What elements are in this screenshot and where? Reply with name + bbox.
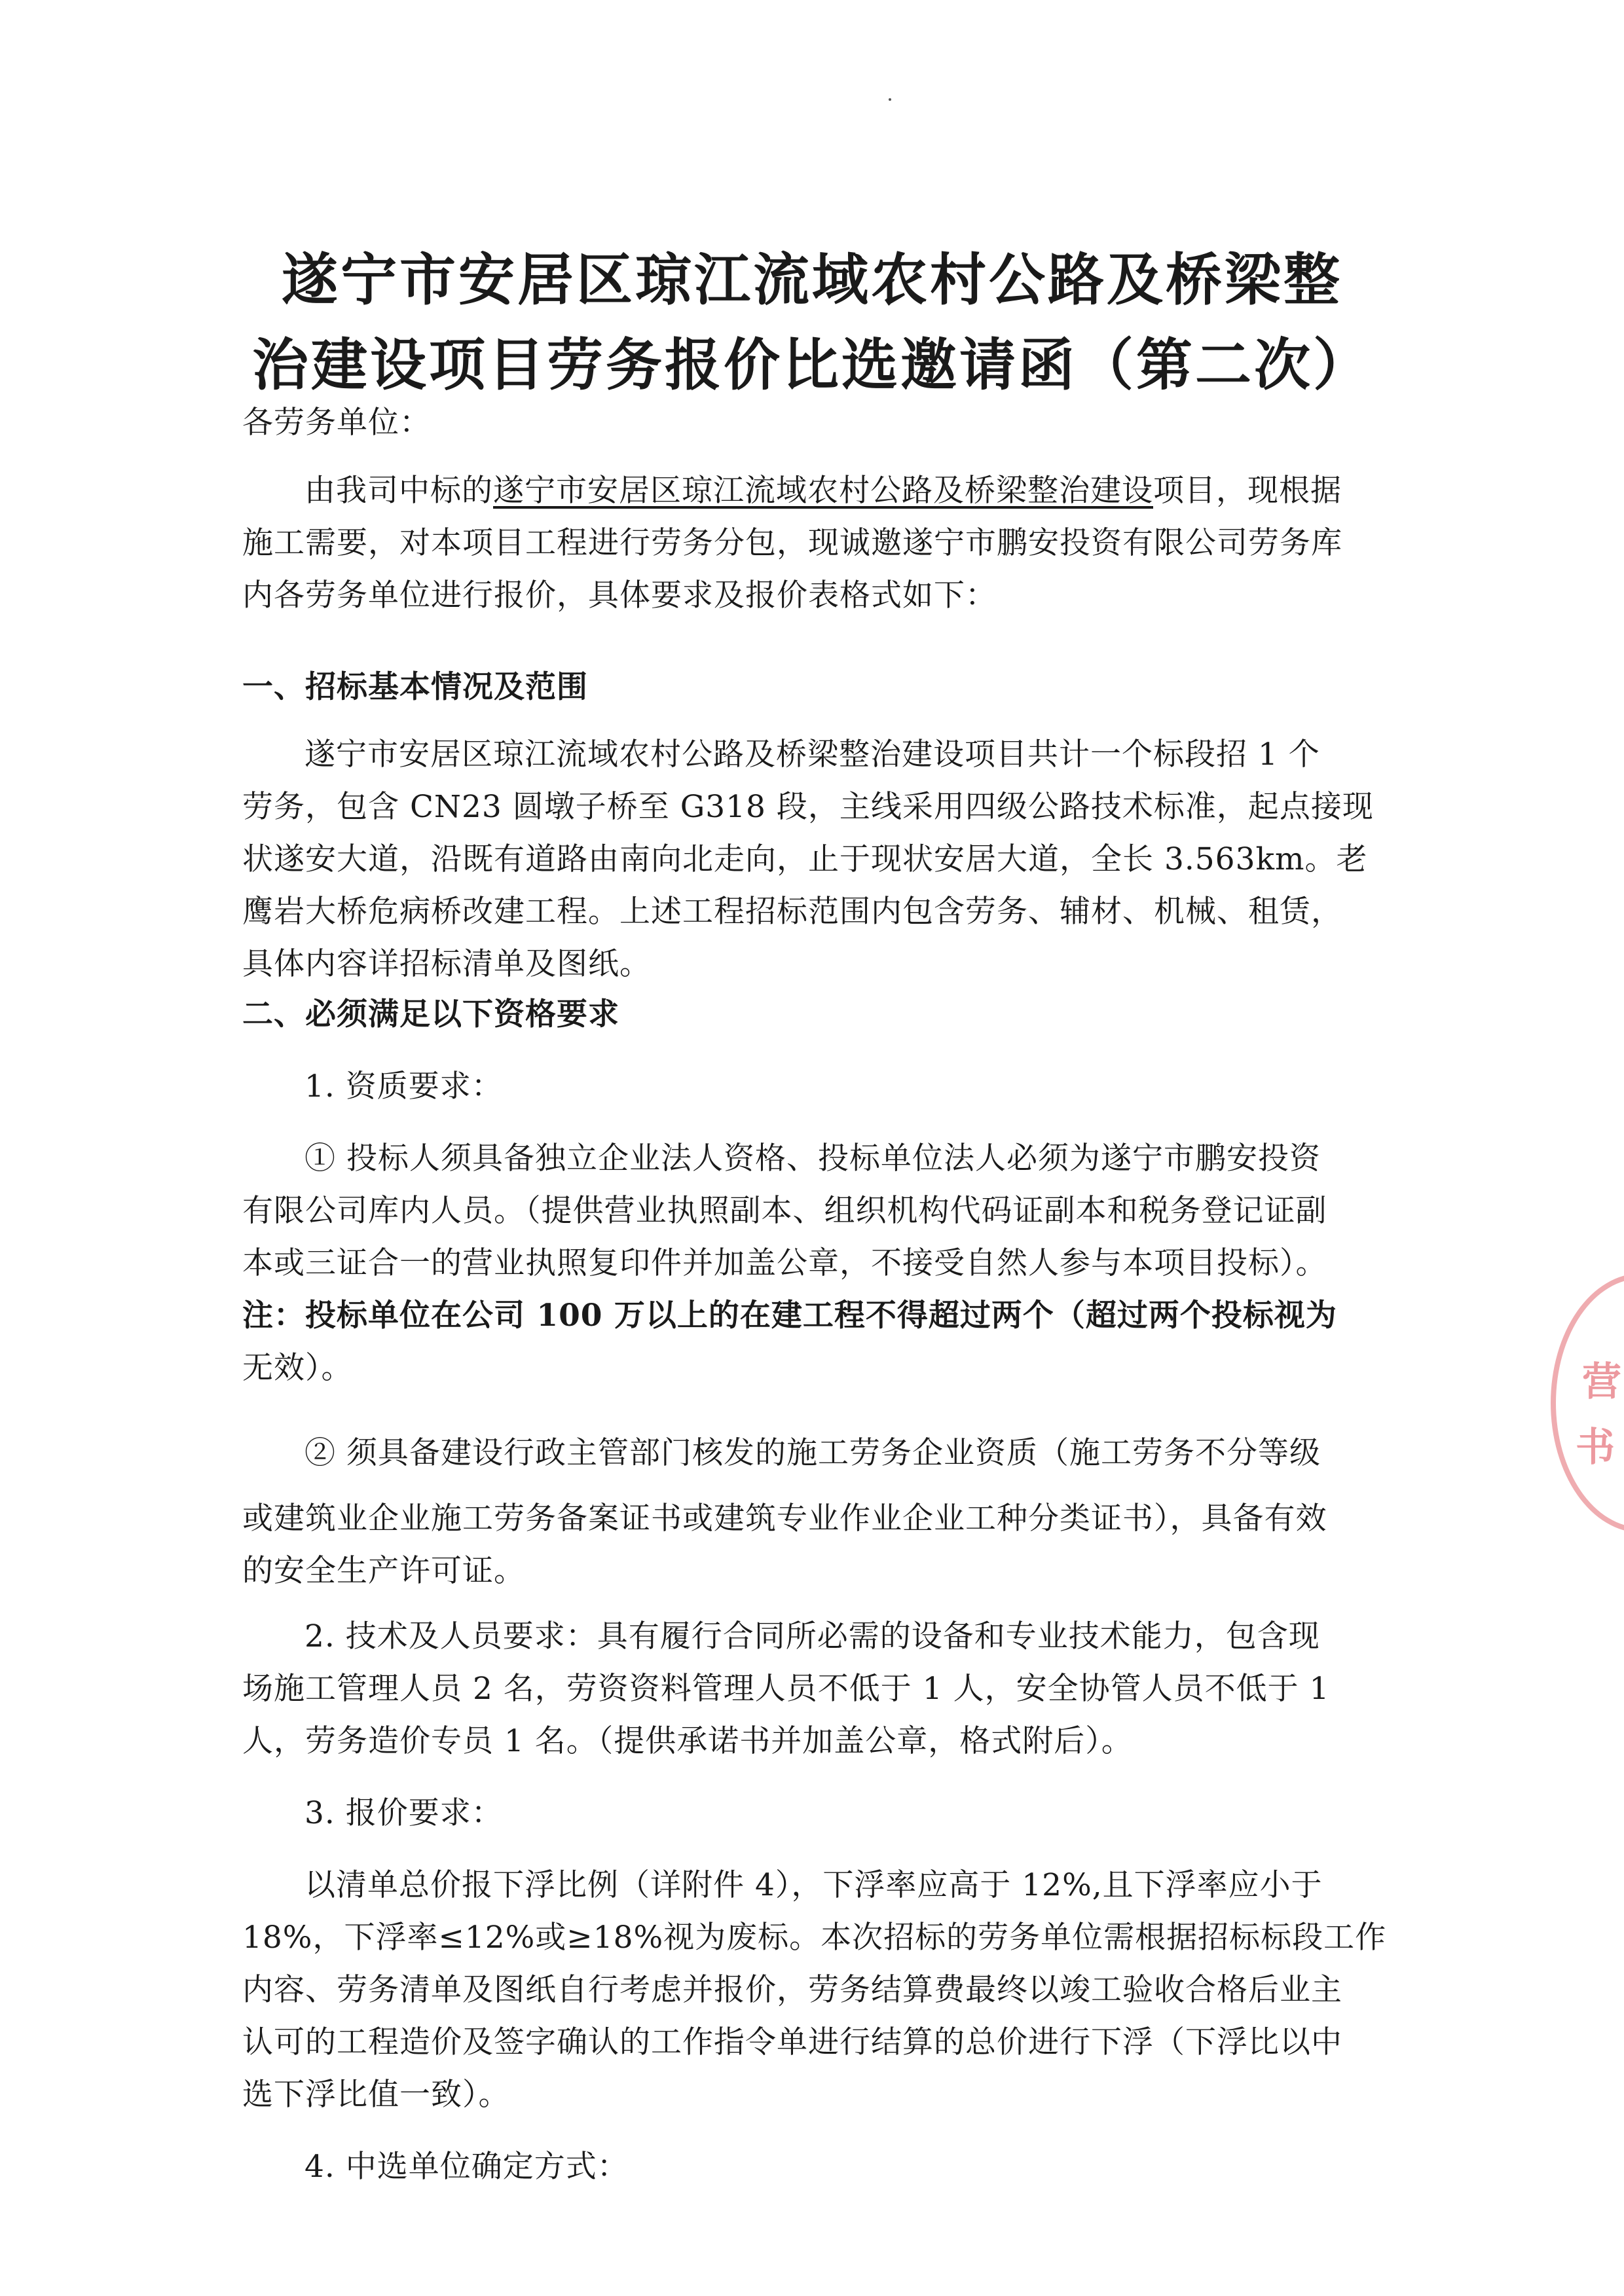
salutation: 各劳务单位： (242, 405, 431, 441)
scan-speck (889, 98, 891, 101)
item-2-line-1: 2. 技术及人员要求：具有履行合同所必需的设备和专业技术能力，包含现 (304, 1618, 1320, 1654)
item-3-line-4: 认可的工程造价及签字确认的工作指令单进行结算的总价进行下浮（下浮比以中 (242, 2024, 1342, 2060)
section-1-line-4: 鹰岩大桥危病桥改建工程。上述工程招标范围内包含劳务、辅材、机械、租赁， (242, 894, 1342, 930)
section-1-line-3: 状遂安大道，沿既有道路由南向北走向，止于现状安居大道，全长 3.563km。老 (242, 841, 1368, 877)
intro-suffix: 项目，现根据 (1153, 473, 1342, 509)
stamp-char-1: 营 (1582, 1359, 1621, 1405)
section-1-line-5: 具体内容详招标清单及图纸。 (242, 946, 651, 982)
item-3-line-2: 18%，下浮率≤12%或≥18%视为废标。本次招标的劳务单位需根据招标标段工作 (242, 1920, 1387, 1956)
intro-line-1 (304, 466, 1342, 510)
qualification-1-line-5: 无效）。 (242, 1350, 353, 1386)
qualification-1-line-2: 有限公司库内人员。（提供营业执照副本、组织机构代码证副本和税务登记证副 (242, 1193, 1327, 1229)
qualification-2-line-3: 的安全生产许可证。 (242, 1553, 525, 1589)
qualification-2-line-1: ② 须具备建设行政主管部门核发的施工劳务企业资质（施工劳务不分等级 (304, 1435, 1321, 1471)
intro-line-2: 施工需要，对本项目工程进行劳务分包，现诚邀遂宁市鹏安投资有限公司劳务库 (242, 525, 1342, 561)
item-3-line-5: 选下浮比值一致）。 (242, 2077, 510, 2113)
document-title-line-2: 治建设项目劳务报价比选邀请函（第二次） (252, 333, 1372, 398)
item-2-line-3: 人，劳务造价专员 1 名。（提供承诺书并加盖公章，格式附后）。 (242, 1723, 1133, 1759)
section-1-heading: 一、招标基本情况及范围 (242, 669, 588, 705)
item-4-heading: 4. 中选单位确定方式： (304, 2149, 629, 2185)
note-suffix: 万以上的在建工程不得超过两个（超过两个投标视为 (602, 1298, 1337, 1334)
section-2-heading: 二、必须满足以下资格要求 (242, 996, 619, 1032)
item-2-line-2: 场施工管理人员 2 名，劳资资料管理人员不低于 1 人，安全协管人员不低于 1 (242, 1671, 1330, 1707)
document-title-line-1: 遂宁市安居区琼江流域农村公路及桥梁整 (282, 247, 1342, 313)
intro-prefix: 由我司中标的 (304, 473, 493, 509)
item-3-line-3: 内容、劳务清单及图纸自行考虑并报价，劳务结算费最终以竣工验收合格后业主 (242, 1972, 1342, 2008)
red-seal-stamp (1551, 1273, 1624, 1533)
item-3-heading: 3. 报价要求： (304, 1795, 503, 1831)
qualification-1-line-1: ① 投标人须具备独立企业法人资格、投标单位法人必须为遂宁市鹏安投资 (304, 1140, 1321, 1176)
qualification-1-line-3: 本或三证合一的营业执照复印件并加盖公章，不接受自然人参与本项目投标）。 (242, 1245, 1327, 1281)
section-1-line-1: 遂宁市安居区琼江流域农村公路及桥梁整治建设项目共计一个标段招 1 个 (304, 737, 1320, 773)
project-name-underlined: 遂宁市安居区琼江流域农村公路及桥梁整治建设 (493, 473, 1153, 509)
item-1-heading: 1. 资质要求： (304, 1068, 503, 1104)
note-amount: 100 (536, 1298, 603, 1334)
stamp-char-2: 书 (1576, 1425, 1615, 1470)
note-prefix: 注：投标单位在公司 (242, 1298, 537, 1334)
qualification-2-line-2: 或建筑业企业施工劳务备案证书或建筑专业作业企业工种分类证书），具备有效 (242, 1501, 1327, 1537)
intro-line-3: 内各劳务单位进行报价，具体要求及报价表格式如下： (242, 577, 997, 613)
section-1-line-2: 劳务，包含 CN23 圆墩子桥至 G318 段，主线采用四级公路技术标准，起点接现 (242, 789, 1374, 825)
item-3-line-1: 以清单总价报下浮比例（详附件 4），下浮率应高于 12%,且下浮率应小于 (304, 1867, 1323, 1903)
qualification-1-note (242, 1291, 1337, 1335)
